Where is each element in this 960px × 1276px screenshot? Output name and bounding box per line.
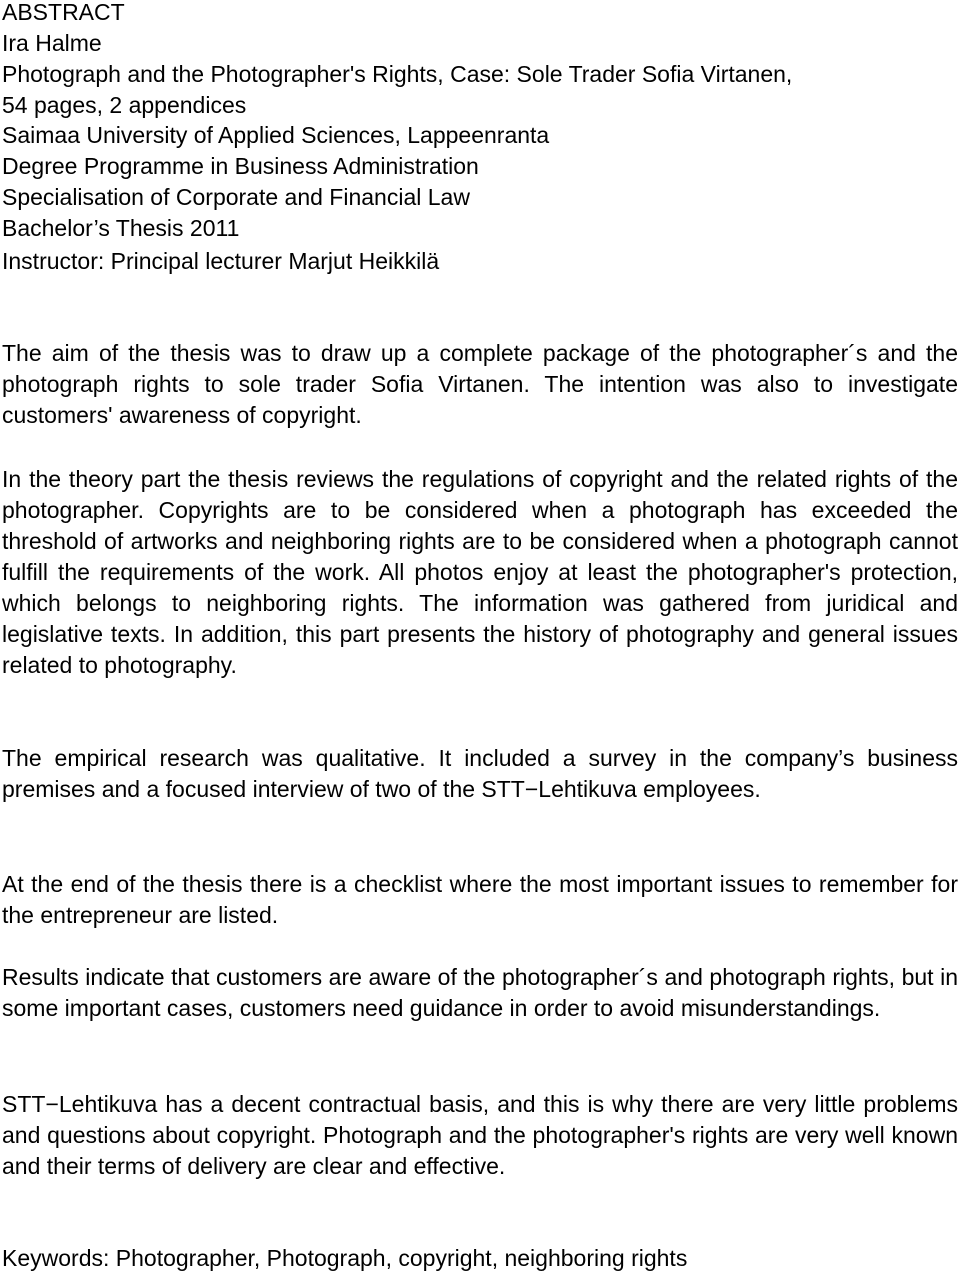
keywords-line: Keywords: Photographer, Photograph, copyright, neighboring rights [2,1245,688,1271]
university-name: Saimaa University of Applied Sciences, Lappeenranta [2,122,550,148]
instructor: Instructor: Principal lecturer Marjut Heikkilä [2,248,440,274]
specialisation: Specialisation of Corporate and Financial Law [2,184,470,210]
author-name: Ira Halme [2,30,102,56]
abstract-heading: ABSTRACT [2,0,125,25]
abstract-paragraph-theory: In the theory part the thesis reviews the regulations of copyright and the related rights of the photographer. Copyrights are to be considered when a photograph has exceeded the threshold of artworks and neighboring rights are to be considered when a photograph cannot fulfill the requirements of the work. All photos enjoy at least the photographer's protection, which belongs to neighboring rights. The information was gathered from juridical and legislative texts. In addition, this part presents the history of photography and general issues related to photography. [2,466,958,678]
abstract-paragraph-results: Results indicate that customers are aware of the photographer´s and photograph rights, but in some important cases, customers need guidance in order to avoid misunderstandings. [2,964,958,1021]
thesis-type: Bachelor’s Thesis 2011 [2,215,240,241]
thesis-title: Photograph and the Photographer's Rights, Case: Sole Trader Sofia Virtanen, [2,61,793,87]
abstract-paragraph-empirical: The empirical research was qualitative. It included a survey in the company’s business premises and a focused interview of two of the STT−Lehtikuva employees. [2,745,958,802]
abstract-paragraph-checklist: At the end of the thesis there is a checklist where the most important issues to remember for the entrepreneur are listed. [2,871,958,928]
abstract-paragraph-stt: STT−Lehtikuva has a decent contractual basis, and this is why there are very little problems and questions about copyright. Photograph and the photographer's rights are very well known and their terms of delivery are clear and effective. [2,1091,958,1179]
page-count: 54 pages, 2 appendices [2,92,247,118]
abstract-paragraph-aim: The aim of the thesis was to draw up a complete package of the photographer´s and the photograph rights to sole trader Sofia Virtanen. The intention was also to investigate customers' awareness of copyright. [2,340,958,428]
degree-programme: Degree Programme in Business Administration [2,153,479,179]
